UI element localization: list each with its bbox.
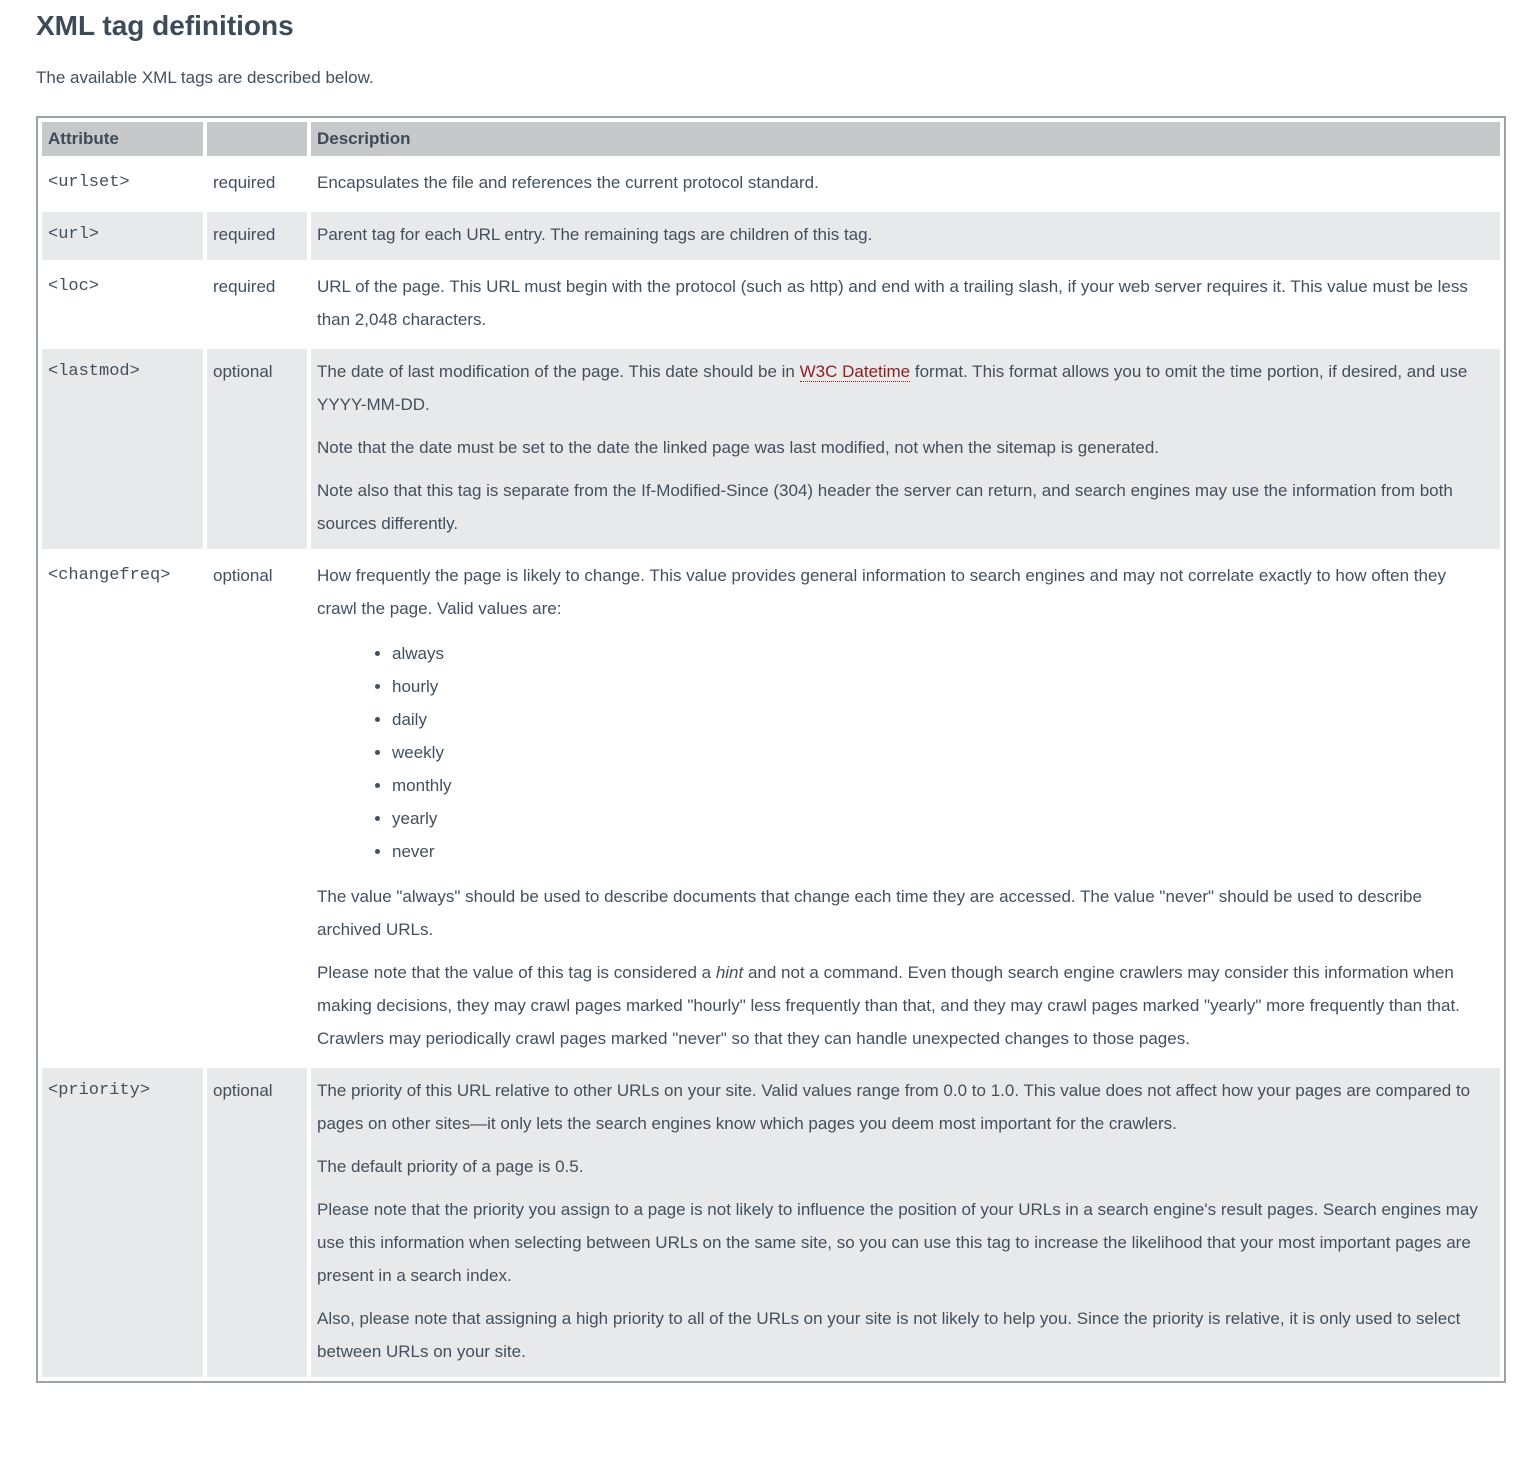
table-header-row: [42, 122, 1500, 156]
description-cell: [311, 212, 1500, 260]
column-header-attribute: Attribute: [42, 122, 203, 156]
table-body: [42, 160, 1500, 1377]
value-list-item: • monthly: [392, 769, 1490, 802]
description-paragraph: URL of the page. This URL must begin with the protocol (such as http) and end with a trailing slash, if your web server requires it. This value must be less than 2,048 characters.: [317, 277, 1468, 329]
page-title: XML tag definitions: [36, 10, 294, 41]
value-list: [317, 637, 1490, 868]
emphasis-text: hint: [715, 963, 744, 982]
requirement-label: optional: [207, 1068, 307, 1377]
description-paragraph: Please note that the value of this tag is considered a hint and not a command. Even though search engine crawlers may consider this information when making decisions, they may crawl pages marked "hourly" less frequently than that, and they may crawl pages marked "yearly" more frequently than that. Crawlers may periodically crawl pages marked "never" so that they can handle unexpected changes to those pages.: [317, 963, 1460, 1048]
description-paragraph: The value "always" should be used to describe documents that change each time they are accessed. The value "never" should be used to describe archived URLs.: [317, 887, 1422, 939]
description-paragraph: Please note that the priority you assign to a page is not likely to influence the position of your URLs in a search engine's result pages. Search engines may use this information when selecting between URLs on the same site, so you can use this tag to increase the likelihood that your most important pages are present in a search index.: [317, 1200, 1478, 1285]
requirement-label: required: [207, 212, 307, 260]
value-list-item: • weekly: [392, 736, 1490, 769]
value-list-item: • always: [392, 637, 1490, 670]
attribute-tag: <changefreq>: [42, 553, 203, 1064]
description-paragraph: Note also that this tag is separate from the If-Modified-Since (304) header the server can return, and search engines may use the information from both sources differently.: [317, 481, 1453, 533]
w3c-datetime-link[interactable]: W3C Datetime: [799, 362, 911, 381]
xml-tag-definitions-table: [36, 116, 1506, 1383]
description-paragraph: Parent tag for each URL entry. The remaining tags are children of this tag.: [317, 225, 873, 244]
description-cell: [311, 1068, 1500, 1377]
description-cell: [311, 349, 1500, 549]
description-paragraph: Note that the date must be set to the date the linked page was last modified, not when the sitemap is generated.: [317, 438, 1160, 457]
attribute-tag: <priority>: [42, 1068, 203, 1377]
value-list-item: • never: [392, 835, 1490, 868]
table-row: [42, 349, 1500, 549]
description-paragraph: Also, please note that assigning a high priority to all of the URLs on your site is not likely to help you. Since the priority is relative, it is only used to select between URLs on your site.: [317, 1309, 1461, 1361]
requirement-label: required: [207, 160, 307, 208]
description-cell: [311, 553, 1500, 1064]
column-header-requirement: [207, 122, 307, 156]
description-paragraph: The default priority of a page is 0.5.: [317, 1157, 584, 1176]
table-row: [42, 212, 1500, 260]
table-row: [42, 1068, 1500, 1377]
requirement-label: required: [207, 264, 307, 345]
attribute-tag: <urlset>: [42, 160, 203, 208]
requirement-label: optional: [207, 553, 307, 1064]
table-header: [42, 122, 1500, 156]
value-list-item: • daily: [392, 703, 1490, 736]
description-paragraph: The date of last modification of the page. This date should be in W3C Datetime format. This format allows you to omit the time portion, if desired, and use YYYY-MM-DD.: [317, 362, 1468, 414]
column-header-description: Description: [311, 122, 1500, 156]
description-paragraph: The priority of this URL relative to other URLs on your site. Valid values range from 0.0 to 1.0. This value does not affect how your pages are compared to pages on other sites—it only lets the search engines know which pages you deem most important for the crawlers.: [317, 1081, 1471, 1133]
description-paragraph: How frequently the page is likely to change. This value provides general information to search engines and may not correlate exactly to how often they crawl the page. Valid values are:: [317, 566, 1446, 618]
table-row: [42, 264, 1500, 345]
requirement-label: optional: [207, 349, 307, 549]
table-row: [42, 160, 1500, 208]
description-paragraph: Encapsulates the file and references the current protocol standard.: [317, 173, 819, 192]
attribute-tag: <loc>: [42, 264, 203, 345]
value-list-item: • hourly: [392, 670, 1490, 703]
attribute-tag: <url>: [42, 212, 203, 260]
description-cell: [311, 264, 1500, 345]
table-row: [42, 553, 1500, 1064]
description-cell: [311, 160, 1500, 208]
intro-text: The available XML tags are described below.: [36, 68, 374, 87]
attribute-tag: <lastmod>: [42, 349, 203, 549]
value-list-item: • yearly: [392, 802, 1490, 835]
